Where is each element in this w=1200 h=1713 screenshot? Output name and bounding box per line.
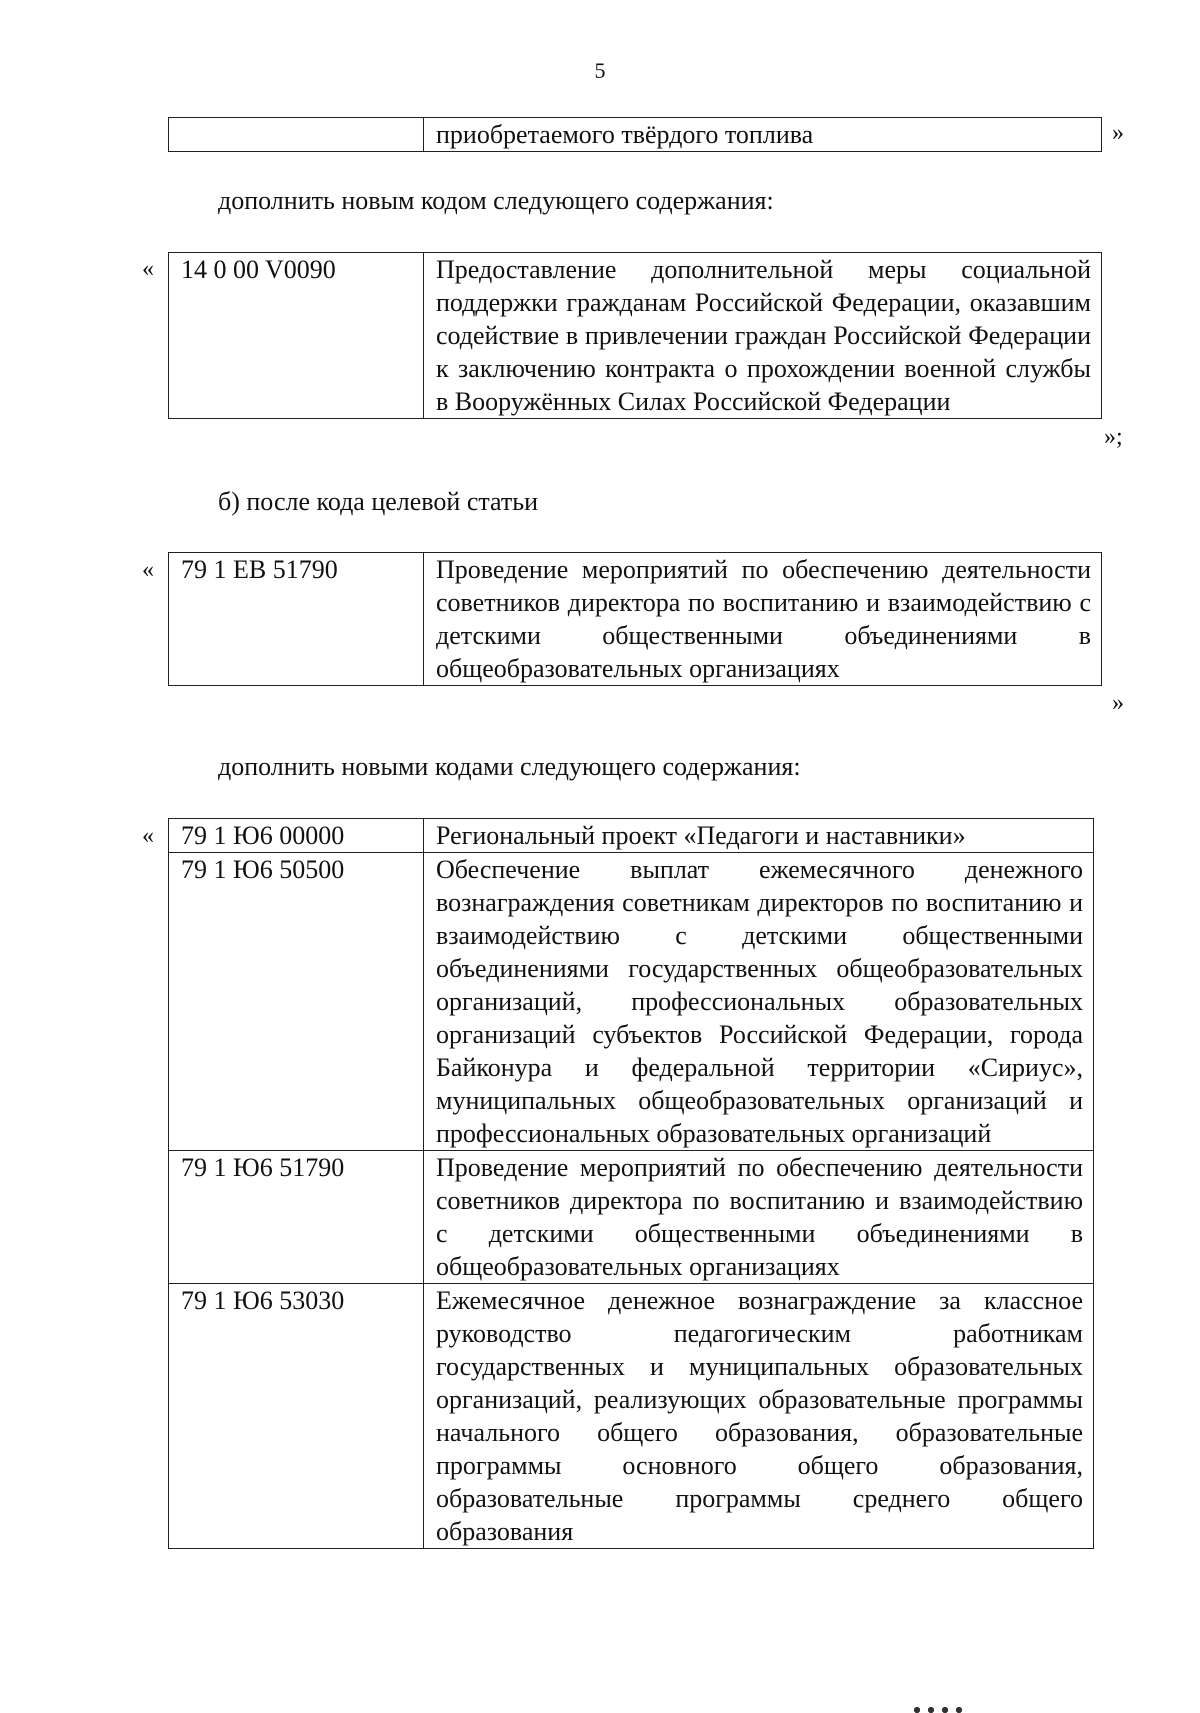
description-cell: Ежемесячное денежное вознаграждение за классное руководство педагогическим работникам государственных и муниципальных образовательных организаций, реализующих образовательные программы начального общего образования, образовательные программы основного общего образования, образовательные программы среднего общего образования [424,1284,1094,1549]
description-cell: Региональный проект «Педагоги и наставники» [424,819,1094,853]
description-cell: Проведение мероприятий по обеспечению деятельности советников директора по воспитанию и взаимодействию с детскими общественными объединениями в общеобразовательных организациях [424,553,1102,686]
page-number: 5 [594,58,606,83]
code-cell: 79 1 Ю6 50500 [169,853,424,1151]
table-eb51790 [168,552,1102,686]
table-row [169,553,1102,686]
page-continuation-mark [910,1707,970,1713]
top-table-code-cell [169,118,424,152]
code-cell: 79 1 ЕВ 51790 [169,553,424,686]
table-v0090 [168,252,1102,419]
description-cell: Проведение мероприятий по обеспечению деятельности советников директора по воспитанию и взаимодействию с детскими общественными объединениями в общеобразовательных организациях [424,1151,1094,1284]
open-quote: « [142,256,154,282]
close-quote: » [1112,690,1124,716]
table-row [169,853,1094,1151]
paragraph-add-code: дополнить новым кодом следующего содержания: [218,186,774,215]
paragraph-add-codes: дополнить новыми кодами следующего содержания: [218,752,801,781]
table-yu6 [168,818,1094,1549]
paragraph-b: б) после кода целевой статьи [218,487,539,516]
table-row [169,253,1102,419]
code-cell: 79 1 Ю6 53030 [169,1284,424,1549]
table-row [169,1284,1094,1549]
top-table-text-cell: приобретаемого твёрдого топлива [424,118,1102,152]
open-quote: « [142,823,154,849]
code-cell: 79 1 Ю6 51790 [169,1151,424,1284]
table-row [169,819,1094,853]
close-quote: » [1112,120,1124,146]
description-cell: Предоставление дополнительной меры социальной поддержки гражданам Российской Федерации, оказавшим содействие в привлечении граждан Российской Федерации к заключению контракта о прохождении военной службы в Вооружённых Силах Российской Федерации [424,253,1102,419]
table-row [169,1151,1094,1284]
close-quote: »; [1104,424,1123,450]
top-table-fragment [168,117,1102,152]
open-quote: « [142,557,154,583]
code-cell: 79 1 Ю6 00000 [169,819,424,853]
code-cell: 14 0 00 V0090 [169,253,424,419]
description-cell: Обеспечение выплат ежемесячного денежного вознаграждения советникам директоров по воспитанию и взаимодействию с детскими общественными объединениями государственных общеобразовательных организаций, профессиональных образовательных организаций субъектов Российской Федерации, города Байконура и федеральной территории «Сириус», муниципальных общеобразовательных организаций и профессиональных образовательных организаций [424,853,1094,1151]
